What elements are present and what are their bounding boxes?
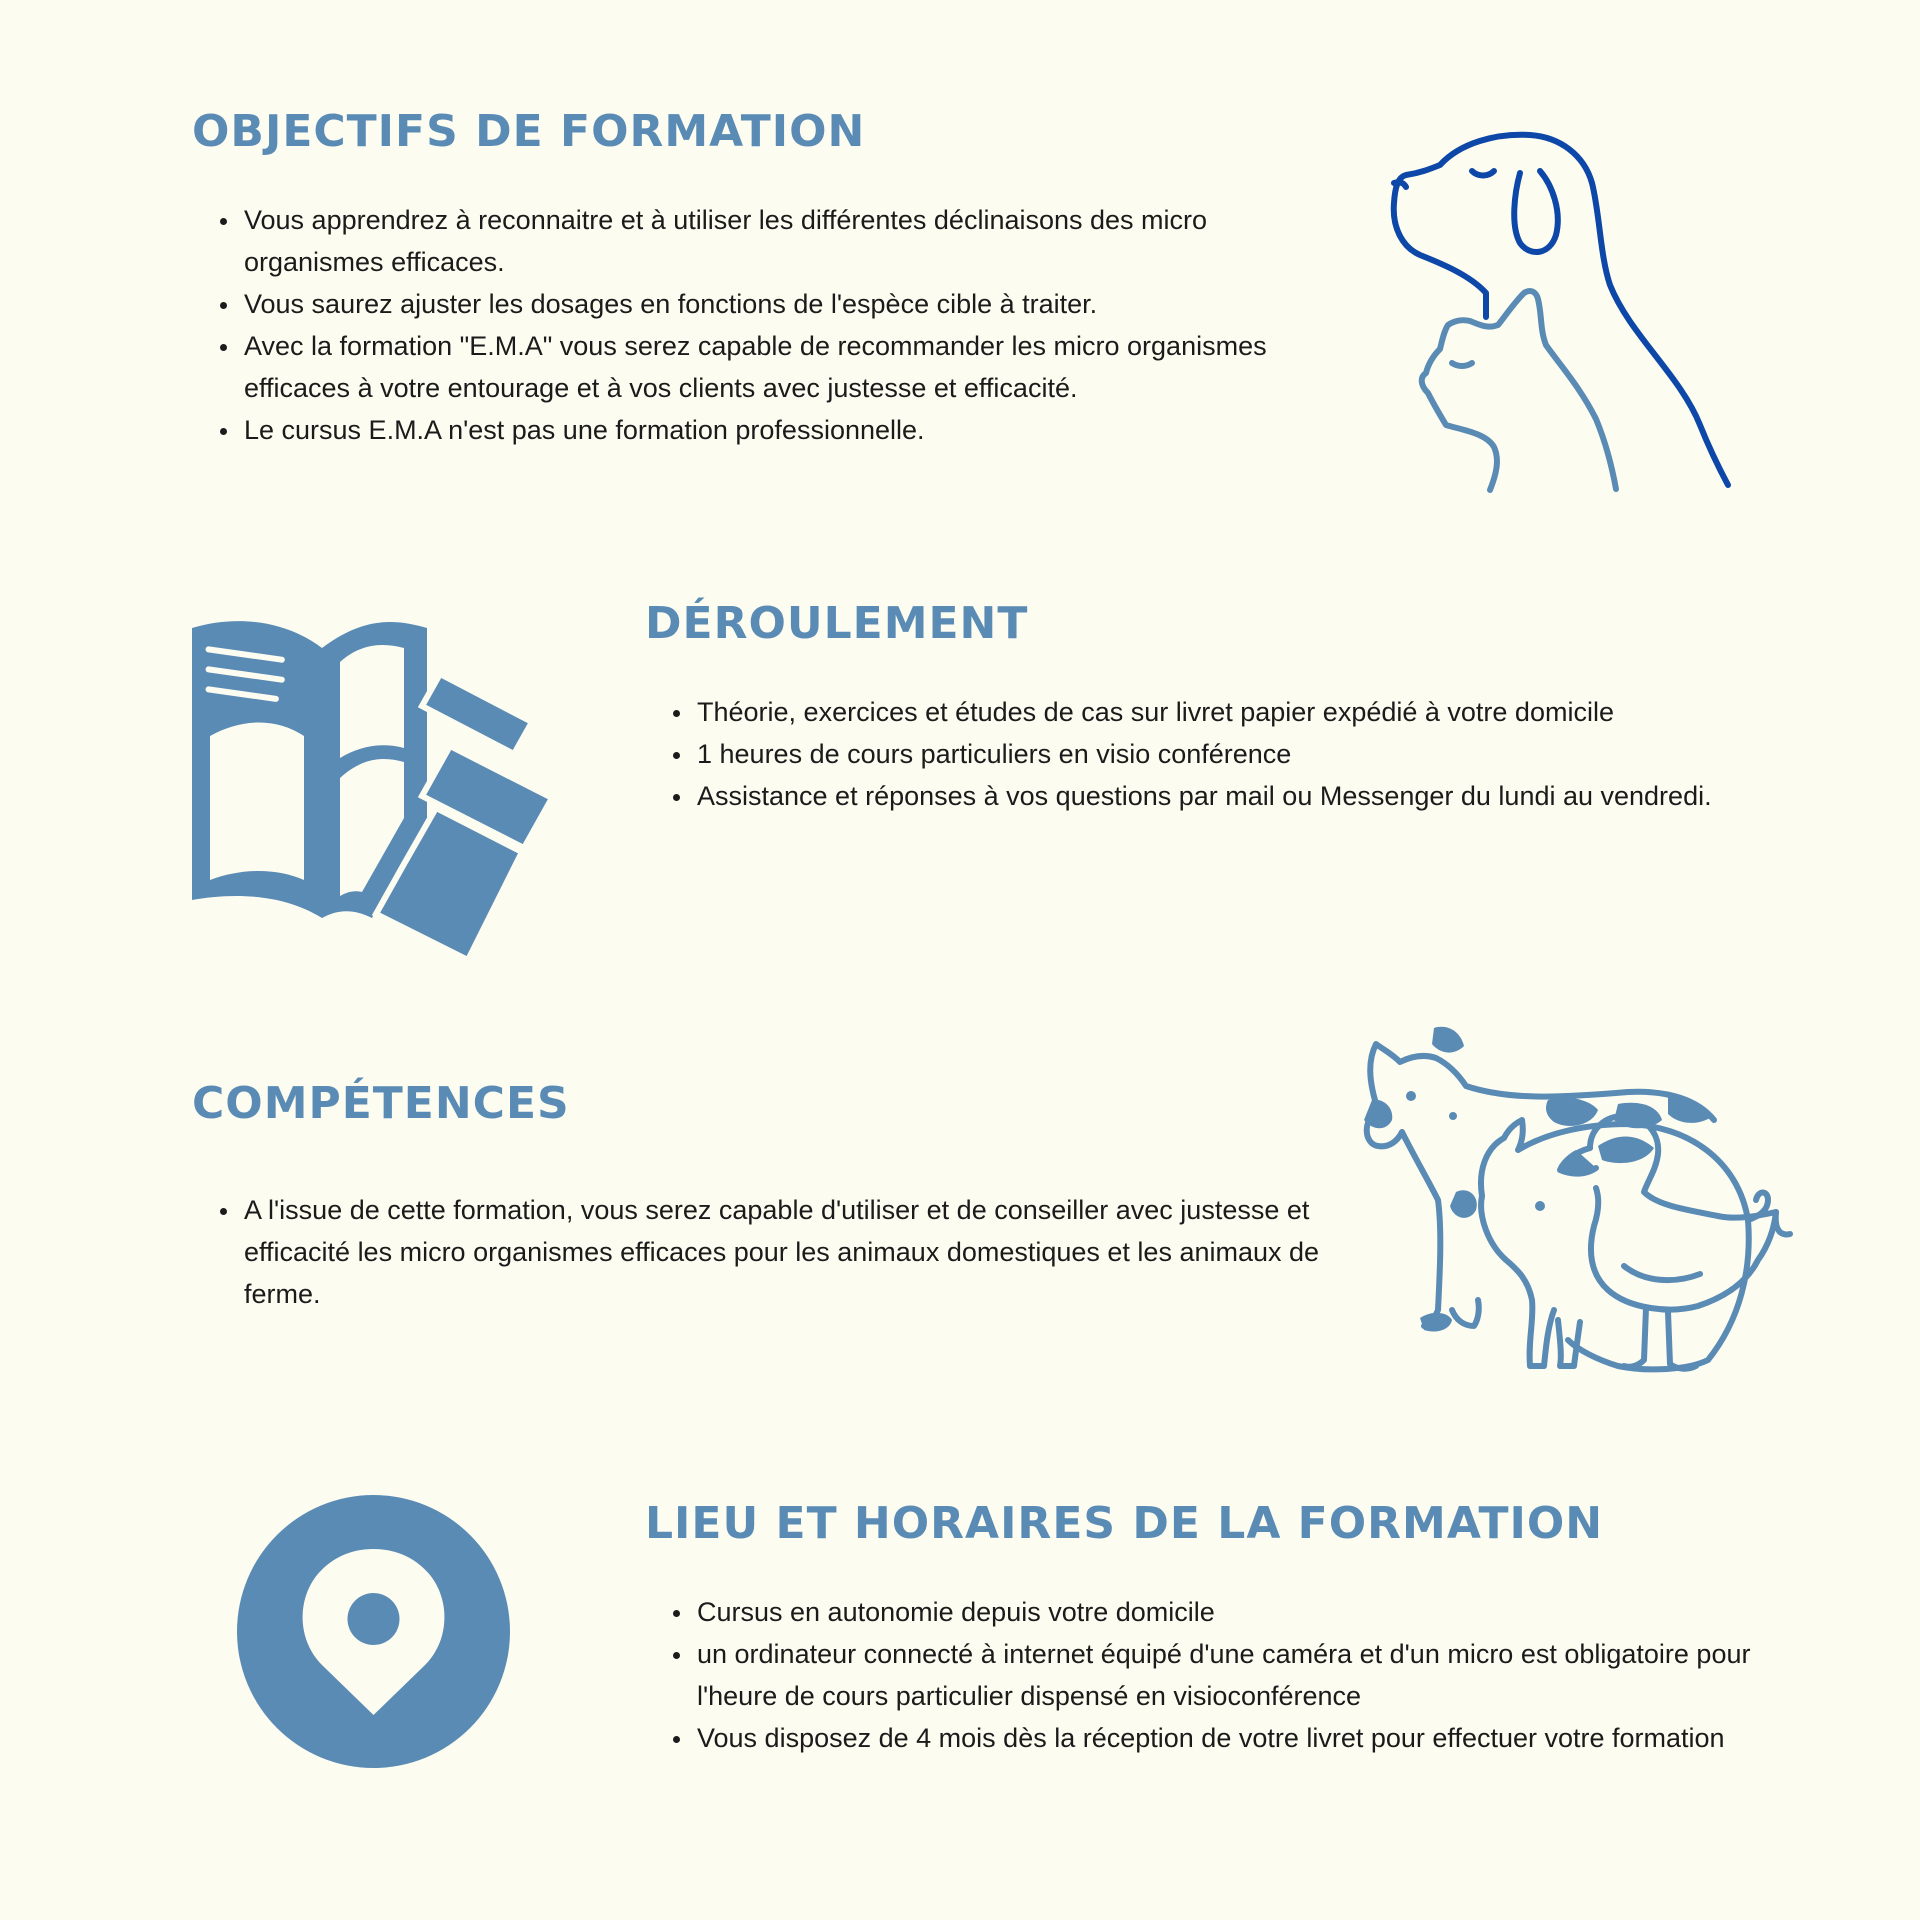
lieu-item: Cursus en autonomie depuis votre domicile [697, 1591, 1797, 1633]
objectifs-item: Vous apprendrez à reconnaitre et à utiliser les différentes déclinaisons des micro organismes efficaces. [244, 199, 1304, 283]
dog-and-cat-icon [1380, 125, 1740, 495]
lieu-item: Vous disposez de 4 mois dès la réception de votre livret pour effectuer votre formation [697, 1717, 1797, 1759]
lieu-list [645, 1591, 1797, 1759]
deroulement-item: Assistance et réponses à vos questions par mail ou Messenger du lundi au vendredi. [697, 775, 1757, 817]
objectifs-item: Avec la formation "E.M.A" vous serez capable de recommander les micro organismes efficaces à votre entourage et à vos clients avec justesse et efficacité. [244, 325, 1304, 409]
competences-section [192, 1078, 1332, 1315]
deroulement-title: DÉROULEMENT [645, 598, 1029, 649]
deroulement-section [645, 598, 1825, 817]
farm-animals-icon [1328, 1020, 1818, 1400]
objectifs-title: OBJECTIFS DE FORMATION [192, 106, 866, 157]
deroulement-list [645, 691, 1757, 817]
lieu-section [645, 1498, 1825, 1759]
competences-item: A l'issue de cette formation, vous serez capable d'utiliser et de conseiller avec justesse et efficacité les micro organismes efficaces pour les animaux domestiques et les animaux de ferme. [244, 1189, 1324, 1315]
objectifs-list [192, 199, 1304, 451]
lieu-item: un ordinateur connecté à internet équipé d'une caméra et d'un micro est obligatoire pour l'heure de cours particulier dispensé en visioconférence [697, 1633, 1797, 1717]
location-pin-icon [237, 1495, 510, 1768]
objectifs-section [192, 106, 1312, 451]
objectifs-item: Le cursus E.M.A n'est pas une formation professionnelle. [244, 409, 1304, 451]
objectifs-item: Vous saurez ajuster les dosages en fonctions de l'espèce cible à traiter. [244, 283, 1304, 325]
open-book-icon [192, 618, 572, 968]
deroulement-item: Théorie, exercices et études de cas sur livret papier expédié à votre domicile [697, 691, 1757, 733]
lieu-title: LIEU ET HORAIRES DE LA FORMATION [645, 1498, 1604, 1549]
competences-list [192, 1189, 1324, 1315]
deroulement-item: 1 heures de cours particuliers en visio conférence [697, 733, 1757, 775]
competences-title: COMPÉTENCES [192, 1078, 570, 1129]
